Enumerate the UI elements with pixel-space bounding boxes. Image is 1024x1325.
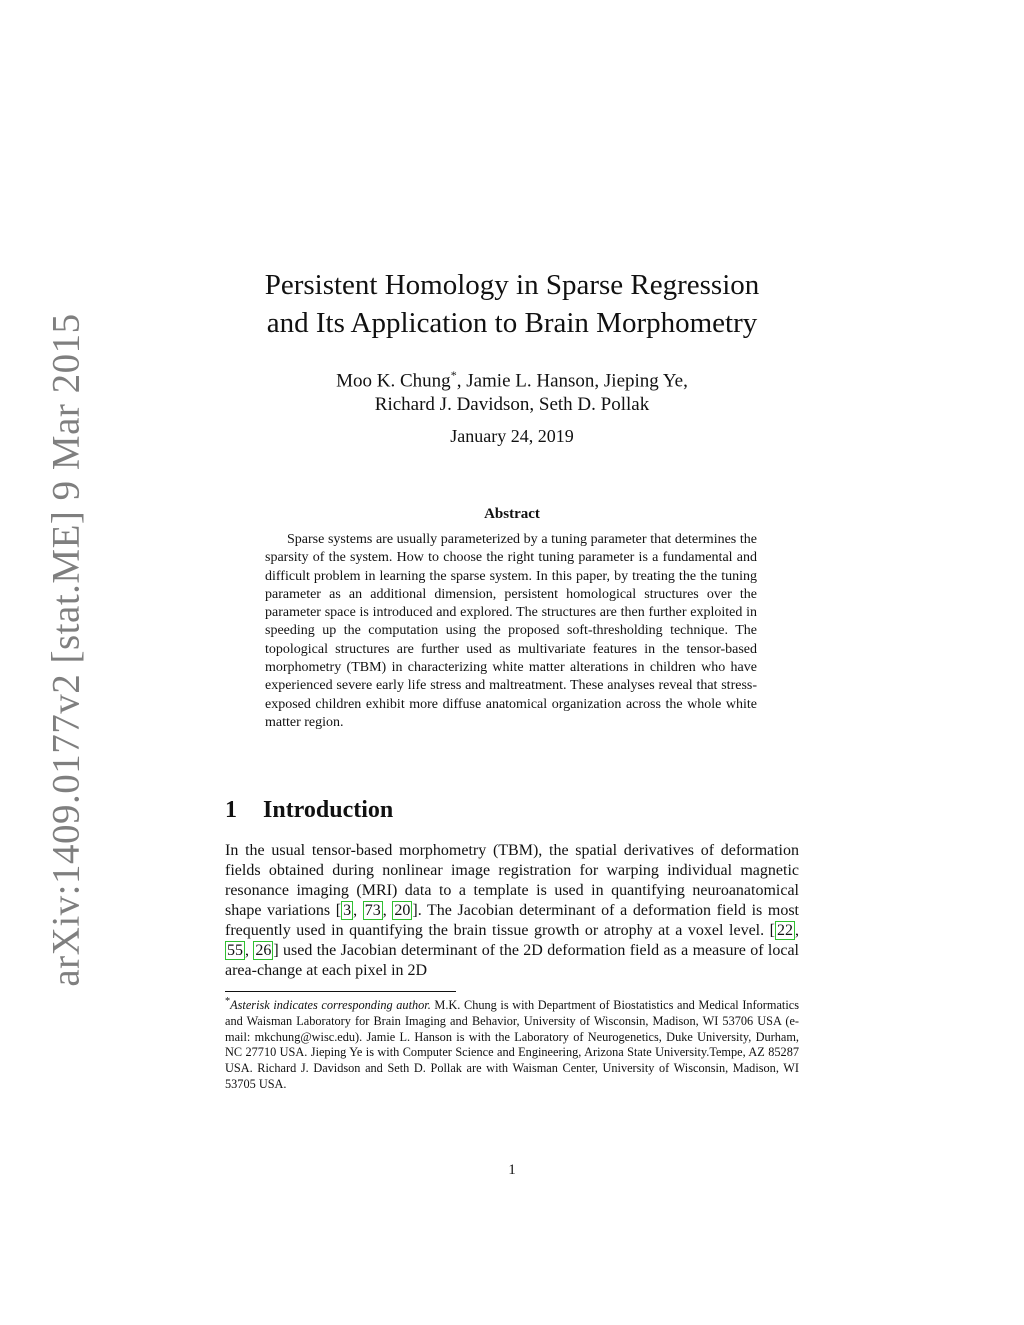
authors-rest: , Jamie L. Hanson, Jieping Ye, [456,370,688,392]
citation-link-20[interactable]: 20 [394,902,411,919]
citation-separator: , [353,902,363,919]
arxiv-identifier-stamp: arXiv:1409.0177v2 [stat.ME] 9 Mar 2015 [44,313,88,987]
footnote-divider [225,991,456,992]
abstract-heading: Abstract [484,506,540,522]
section-heading-introduction [225,797,393,824]
citation-separator: , [382,902,393,919]
author-list [0,363,1024,417]
footnote-marker: * [225,996,231,1007]
citation-separator: , [245,942,254,959]
authors-line-2: Richard J. Davidson, Seth D. Pollak [374,394,650,416]
citation-link-73[interactable]: 73 [364,902,381,919]
citation-link-55[interactable]: 55 [227,942,243,959]
intro-text-3: ] used the Jacobian determinant of the 2D deformation field as a measure of local area-change at each pixel in 2D [225,942,799,979]
footnote-text: M.K. Chung is with Department of Biostatistics and Medical Informatics and Waisman Laboratory for Brain Imaging and Behavior, University of Wisconsin, Madison, WI 53706 USA (e-mail: mkchung@wisc.edu). Jamie L. Hanson is with the Laboratory of Neurogenetics, Duke University, Durham, NC 27710 USA. Jieping Ye is with Computer Science and Engineering, Arizona State University.Tempe, AZ 85287 USA. Richard J. Davidson and Seth D. Pollak are with Waisman Center, University of Wisconsin, Madison, WI 53705 USA. [225,998,799,1092]
intro-text-2: ]. The Jacobian determinant of a deformation field is most frequently used in quantifying the brain tissue growth or atrophy at a voxel level. [ [225,902,800,939]
citation-link-22[interactable]: 22 [777,922,793,939]
title-line-2: and Its Application to Brain Morphometry [266,307,758,339]
author-chung: Moo K. Chung [336,370,451,392]
section-number: 1 [225,797,237,823]
footnote-italic: Asterisk indicates corresponding author. [230,998,431,1013]
title-line-1: Persistent Homology in Sparse Regression [264,269,760,301]
paper-date: January 24, 2019 [450,426,574,446]
page-number: 1 [508,1162,516,1178]
introduction-paragraph [225,841,799,981]
authors-line-1 [0,363,1024,393]
section-title: Introduction [263,797,394,823]
abstract-body: Sparse systems are usually parameterized by a tuning parameter that determines the sparsity of the system. How to choose the right tuning parameter is a fundamental and difficult problem in learning the sparse system. In this paper, by treating the the tuning parameter as an additional dimension, persistent homological structures over the parameter space is introduced and explored. The structures are then further exploited in speeding up the computation using the proposed soft-thresholding technique. The topological structures are further used as multivariate features in the tensor-based morphometry (TBM) in characterizing white matter alterations in children who have experienced severe early life stress and maltreatment. These analyses reveal that stress-exposed children exhibit more diffuse anatomical organization across the whole white matter region. [265,532,757,730]
citation-separator: , [795,922,799,939]
corresponding-author-marker[interactable]: * [450,368,457,382]
citation-link-3[interactable]: 3 [343,902,352,919]
paper-title [0,266,1024,342]
citation-link-26[interactable]: 26 [255,942,272,959]
intro-text-1: In the usual tensor-based morphometry (TBM), the spatial derivatives of deformation fields obtained during nonlinear image registration for warping individual magnetic resonance imaging (MRI) data to a template is used in quantifying neuroanatomical shape variations [ [225,842,799,919]
footnote [225,994,799,1093]
